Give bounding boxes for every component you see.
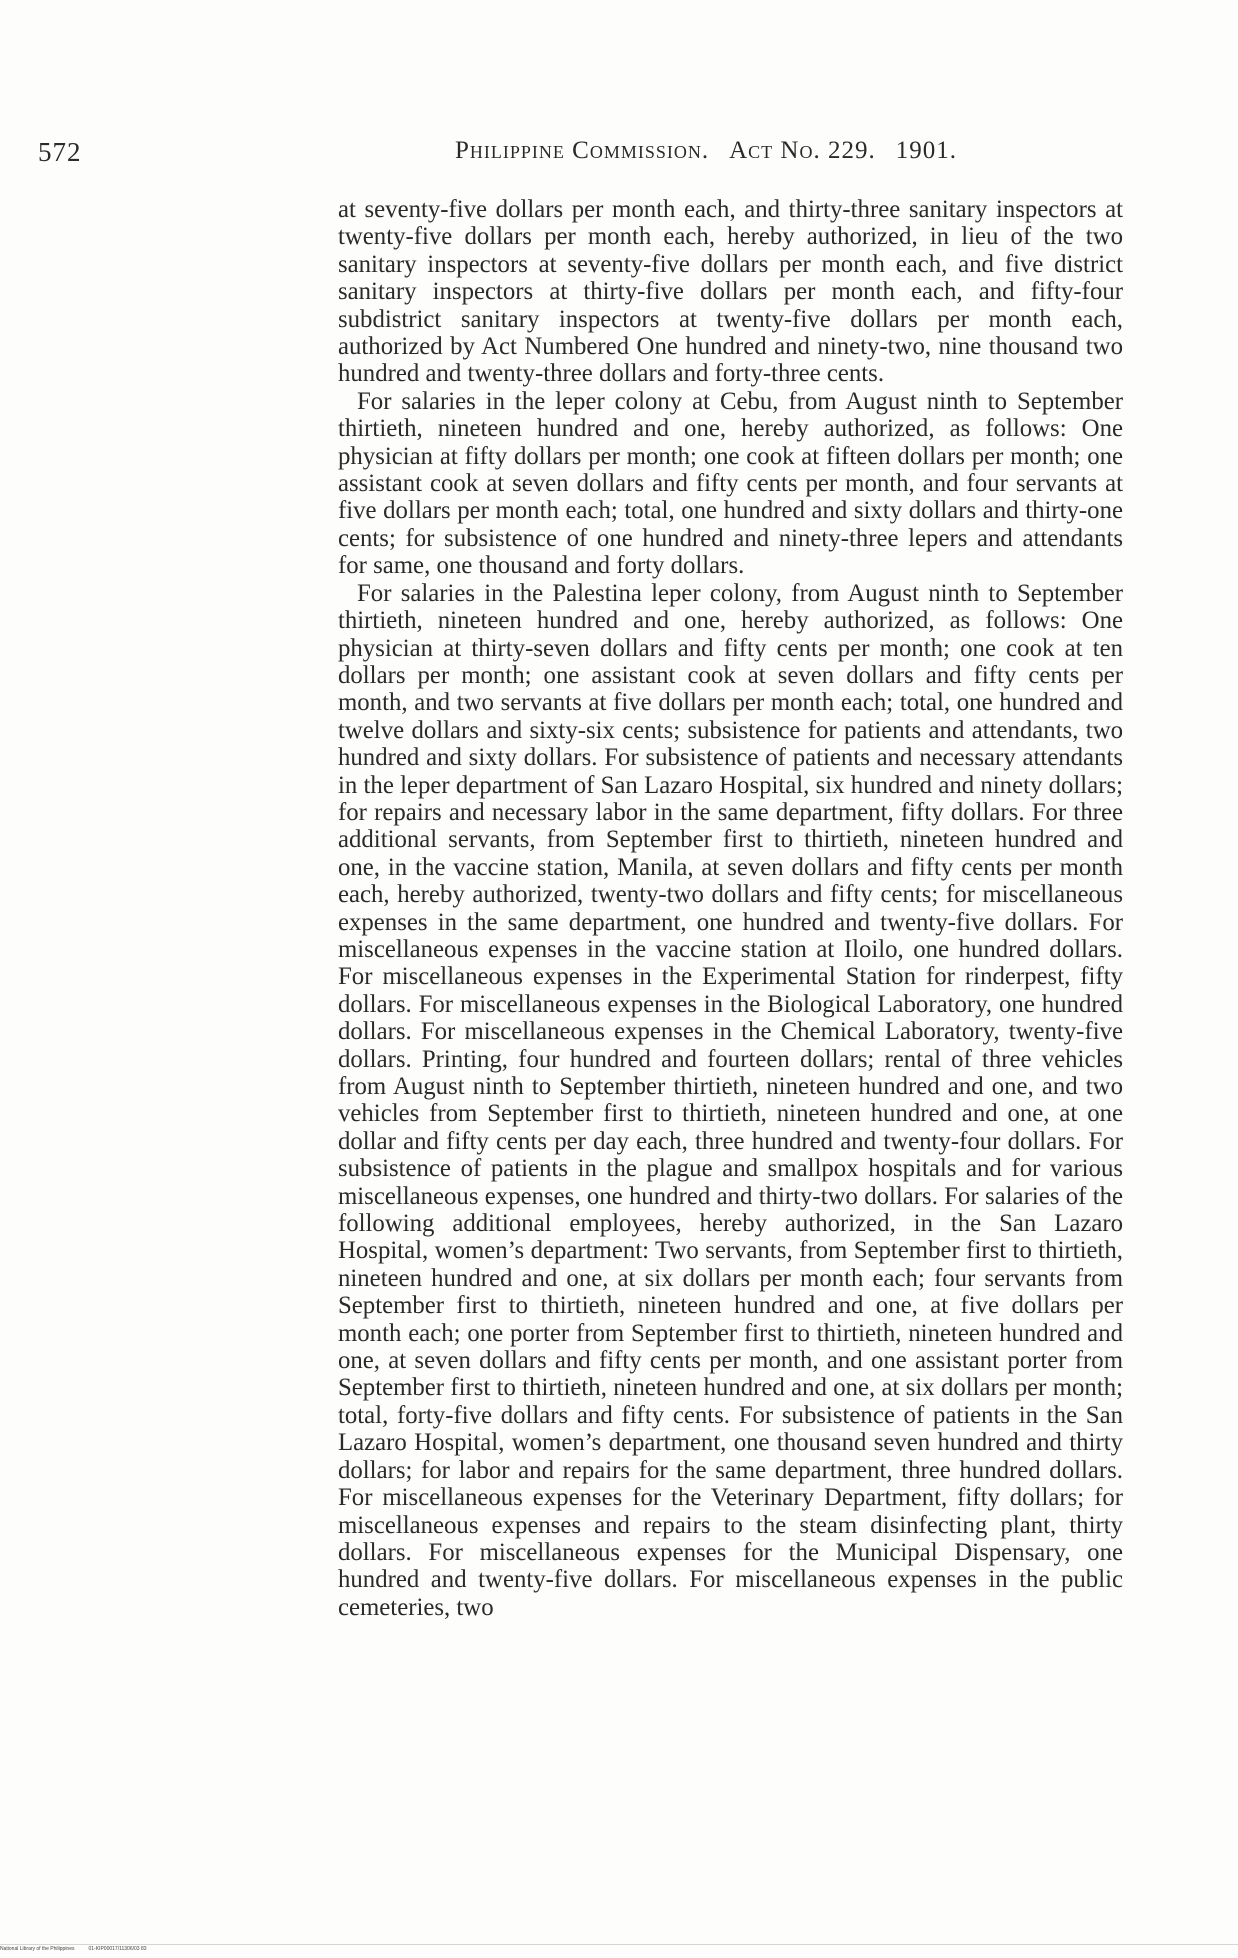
scan-footer-rule [0, 1944, 1238, 1945]
paragraph-palestina-leper-colony: For salaries in the Palestina leper colony, from August ninth to September thirtieth, nineteen hundred and one, hereby authorized, as follows: One physician at thirty-seven dollars and fifty cents per month; one cook at ten dollars per month; one assistant cook at seven dollars and fifty cents per month, and two servants at five dollars per month each; total, one hundred and twelve dollars and sixty-six cents; subsistence for patients and attendants, two hundred and sixty dollars. For subsistence of patients and necessary attendants in the leper department of San Lazaro Hospital, six hundred and ninety dollars; for repairs and necessary labor in the same department, fifty dollars. For three additional servants, from September first to thirtieth, nineteen hundred and one, in the vaccine station, Manila, at seven dollars and fifty cents per month each, hereby authorized, twenty-two dollars and fifty cents; for miscellaneous expenses in the same department, one hundred and twenty-five dollars. For miscellaneous expenses in the vaccine station at Iloilo, one hundred dollars. For miscellaneous expenses in the Experimental Station for rinderpest, fifty dollars. For miscellaneous expenses in the Biological Laboratory, one hundred dollars. For miscellaneous expenses in the Chemical Laboratory, twenty-five dollars. Printing, four hundred and fourteen dollars; rental of three vehicles from August ninth to September thirtieth, nineteen hundred and one, and two vehicles from September first to thirtieth, nineteen hundred and one, at one dollar and fifty cents per day each, three hundred and twenty-four dollars. For subsistence of patients in the plague and smallpox hospitals and for various miscellaneous expenses, one hundred and thirty-two dollars. For salaries of the following additional employees, hereby authorized, in the San Lazaro Hospital, women’s department: Two servants, from September first to thirtieth, nineteen hundred and one, at six dollars per month each; four servants from September first to thirtieth, nineteen hundred and one, at five dollars per month each; one porter from September first to thirtieth, nineteen hundred and one, at seven dollars and fifty cents per month, and one assistant porter from September first to thirtieth, nineteen hundred and one, at six dollars per month; total, forty-five dollars and fifty cents. For subsistence of patients in the San Lazaro Hospital, women’s department, one thousand seven hundred and thirty dollars; for labor and repairs for the same department, three hundred dollars. For miscellaneous expenses for the Veterinary Department, fifty dollars; for miscellaneous expenses and repairs to the steam disinfecting plant, thirty dollars. For miscellaneous expenses for the Municipal Dispensary, one hundred and twenty-five dollars. For miscellaneous expenses in the public cemeteries, two [338, 579, 1123, 1621]
running-head-title: Philippine Commission. [455, 137, 710, 164]
page-number: 572 [38, 137, 82, 167]
running-head [455, 137, 957, 165]
scan-footer [0, 1946, 161, 1952]
paragraph-cebu-leper-colony: For salaries in the leper colony at Cebu, from August ninth to September thirtieth, nineteen hundred and one, hereby authorized, as follows: One physician at fifty dollars per month; one cook at fifteen dollars per month; one assistant cook at seven dollars and fifty cents per month, and four servants at five dollars per month each; total, one hundred and sixty dollars and thirty-one cents; for subsistence of one hundred and ninety-three lepers and attendants for same, one thousand and forty dollars. [338, 387, 1123, 580]
paragraph-continuation: at seventy-five dollars per month each, and thirty-three sanitary inspectors at twenty-five dollars per month each, hereby authorized, in lieu of the two sanitary inspectors at seventy-five dollars per month each, and five district sanitary inspectors at thirty-five dollars per month each, and fifty-four subdistrict sanitary inspectors at twenty-five dollars per month each, authorized by Act Numbered One hundred and ninety-two, nine thousand two hundred and twenty-three dollars and forty-three cents. [338, 196, 1123, 388]
body-text [338, 196, 1123, 1621]
running-head-act: Act No. 229. [729, 137, 876, 164]
footer-identifier: 01-KIP00017/11306/03 83 [88, 1946, 147, 1952]
running-head-year: 1901. [895, 137, 957, 164]
footer-library: National Library of the Philippines [0, 1946, 75, 1952]
